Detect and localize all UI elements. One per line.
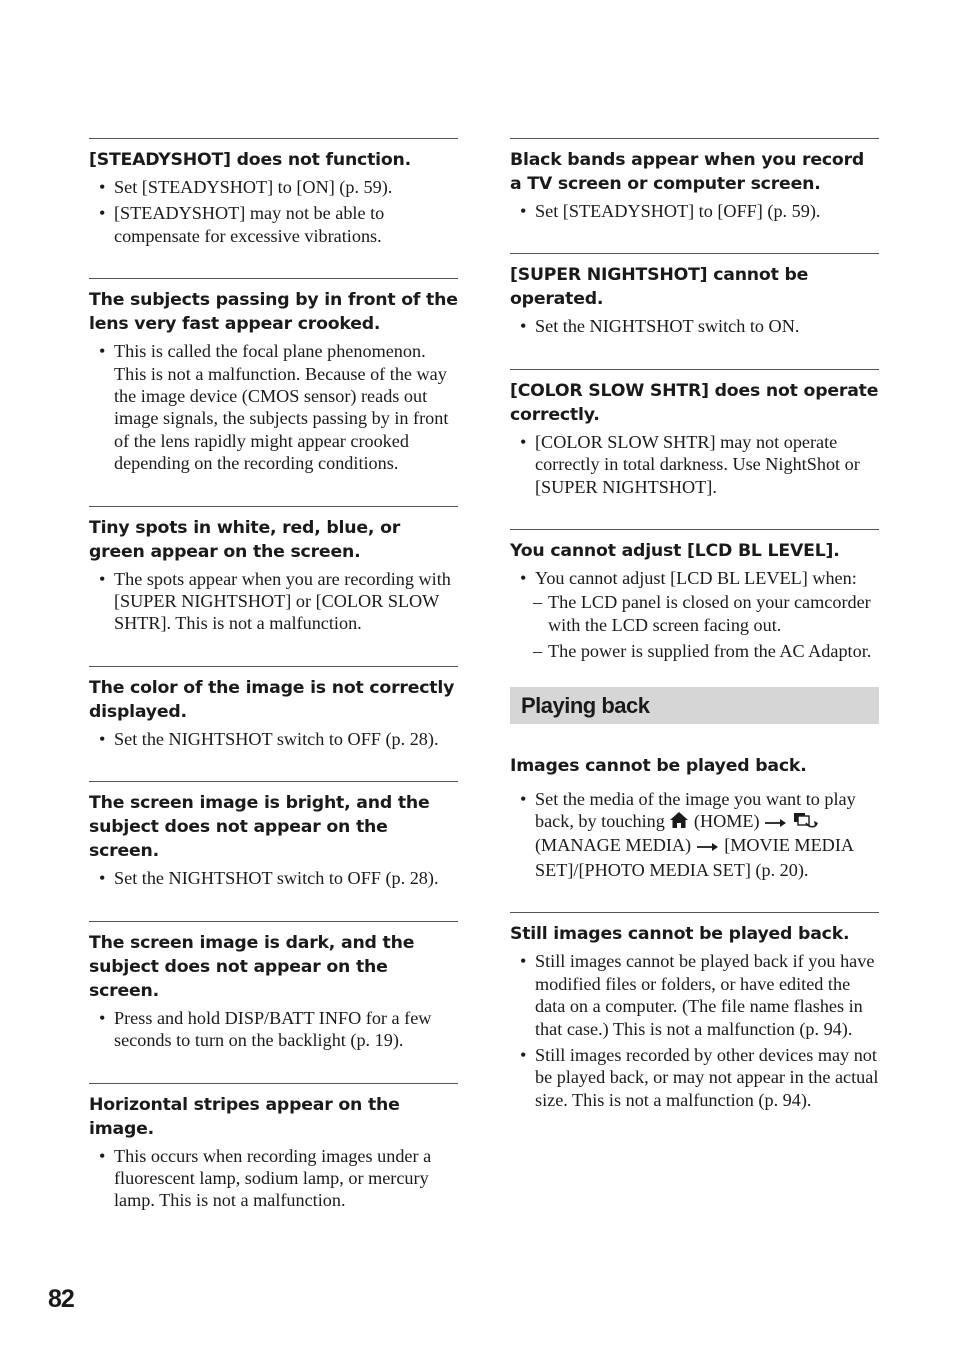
- section-horizontal-stripes: [89, 1083, 458, 1212]
- arrow-right-icon: [764, 812, 788, 834]
- home-label: (HOME): [693, 811, 760, 832]
- section-heading: [SUPER NIGHTSHOT] cannot be operated.: [510, 265, 809, 310]
- bullet-text: You cannot adjust [LCD BL LEVEL] when:: [535, 568, 857, 589]
- dash-item: – The LCD panel is closed on your camcorder with the LCD screen facing out.: [510, 591, 879, 636]
- section-heading: You cannot adjust [LCD BL LEVEL].: [510, 541, 840, 562]
- section-heading: [COLOR SLOW SHTR] does not operate correctly.: [510, 380, 879, 425]
- bullet-item: • This is called the focal plane phenomenon. This is not a malfunction. Because of the way the image device (CMOS sensor) reads out image signals, the subjects passing by in front of the lens rapidly might appear crooked depending on the recording conditions.: [89, 340, 458, 474]
- bullet-text-post: [MOVIE MEDIA SET]/[PHOTO MEDIA SET] (p. 20).: [535, 835, 854, 880]
- section-heading: Tiny spots in white, red, blue, or green appear on the screen.: [89, 517, 401, 562]
- bullet-item: • Set [STEADYSHOT] to [ON] (p. 59).: [89, 176, 458, 198]
- bullet-item: • [COLOR SLOW SHTR] may not operate correctly in total darkness. Use NightShot or [SUPER NIGHTSHOT].: [510, 431, 879, 498]
- bullet-item: • Press and hold DISP/BATT INFO for a few seconds to turn on the backlight (p. 19).: [89, 1007, 458, 1052]
- section-lcd-bl-level: [510, 529, 879, 663]
- manage-media-icon: [793, 811, 819, 834]
- left-column: [89, 138, 458, 1216]
- manage-media-label: (MANAGE MEDIA): [535, 835, 692, 856]
- section-crooked-subjects: [89, 278, 458, 474]
- section-heading: The screen image is bright, and the subject does not appear on the screen.: [89, 793, 430, 862]
- section-heading: Still images cannot be played back.: [510, 924, 850, 945]
- section-heading: Images cannot be played back.: [510, 755, 807, 776]
- bullet-item: • Set the NIGHTSHOT switch to OFF (p. 28).: [89, 728, 458, 750]
- section-heading: The screen image is dark, and the subject does not appear on the screen.: [89, 932, 415, 1001]
- bullet-item: • Still images cannot be played back if you have modified files or folders, or have edited the data on a computer. (The file name flashes in that case.) This is not a malfunction (p. 94).: [510, 950, 879, 1040]
- section-heading: Black bands appear when you record a TV screen or computer screen.: [510, 150, 865, 194]
- bullet-item: • Set the NIGHTSHOT switch to OFF (p. 28).: [89, 867, 458, 889]
- bullet-item: • The spots appear when you are recording with [SUPER NIGHTSHOT] or [COLOR SLOW SHTR]. This is not a malfunction.: [89, 568, 458, 635]
- section-still-images-cannot-play: [510, 912, 879, 1111]
- home-icon: [669, 811, 689, 834]
- section-heading: [STEADYSHOT] does not function.: [89, 150, 412, 170]
- dash-item: – The power is supplied from the AC Adaptor.: [510, 640, 879, 662]
- bullet-item: • This occurs when recording images under a fluorescent lamp, sodium lamp, or mercury lamp. This is not a malfunction.: [89, 1145, 458, 1212]
- arrow-right-icon: [696, 836, 720, 858]
- section-heading: The color of the image is not correctly displayed.: [89, 677, 455, 722]
- section-screen-bright: [89, 781, 458, 889]
- section-images-cannot-play: [510, 724, 879, 882]
- page-number: 82: [48, 1285, 74, 1313]
- section-color-slow-shtr: [510, 369, 879, 498]
- bullet-text-pre: Set the media of the image you want to play back, by touching: [535, 788, 856, 832]
- bullet-item: • [STEADYSHOT] may not be able to compensate for excessive vibrations.: [89, 202, 458, 247]
- section-heading: Horizontal stripes appear on the image.: [89, 1094, 400, 1139]
- section-tiny-spots: [89, 506, 458, 635]
- bullet-item: • Still images recorded by other devices may not be played back, or may not appear in the actual size. This is not a malfunction (p. 94).: [510, 1044, 879, 1111]
- section-color-not-correct: [89, 666, 458, 750]
- playing-back-banner: Playing back: [510, 687, 879, 724]
- section-steadyshot: [89, 138, 458, 247]
- section-screen-dark: [89, 921, 458, 1052]
- bullet-item: [510, 567, 879, 663]
- bullet-item: [510, 788, 879, 882]
- bullet-item: • Set the NIGHTSHOT switch to ON.: [510, 315, 879, 337]
- section-black-bands: [510, 138, 879, 222]
- section-super-nightshot: [510, 253, 879, 337]
- right-column: [510, 138, 879, 1115]
- bullet-item: • Set [STEADYSHOT] to [OFF] (p. 59).: [510, 200, 879, 222]
- section-heading: The subjects passing by in front of the lens very fast appear crooked.: [89, 290, 458, 335]
